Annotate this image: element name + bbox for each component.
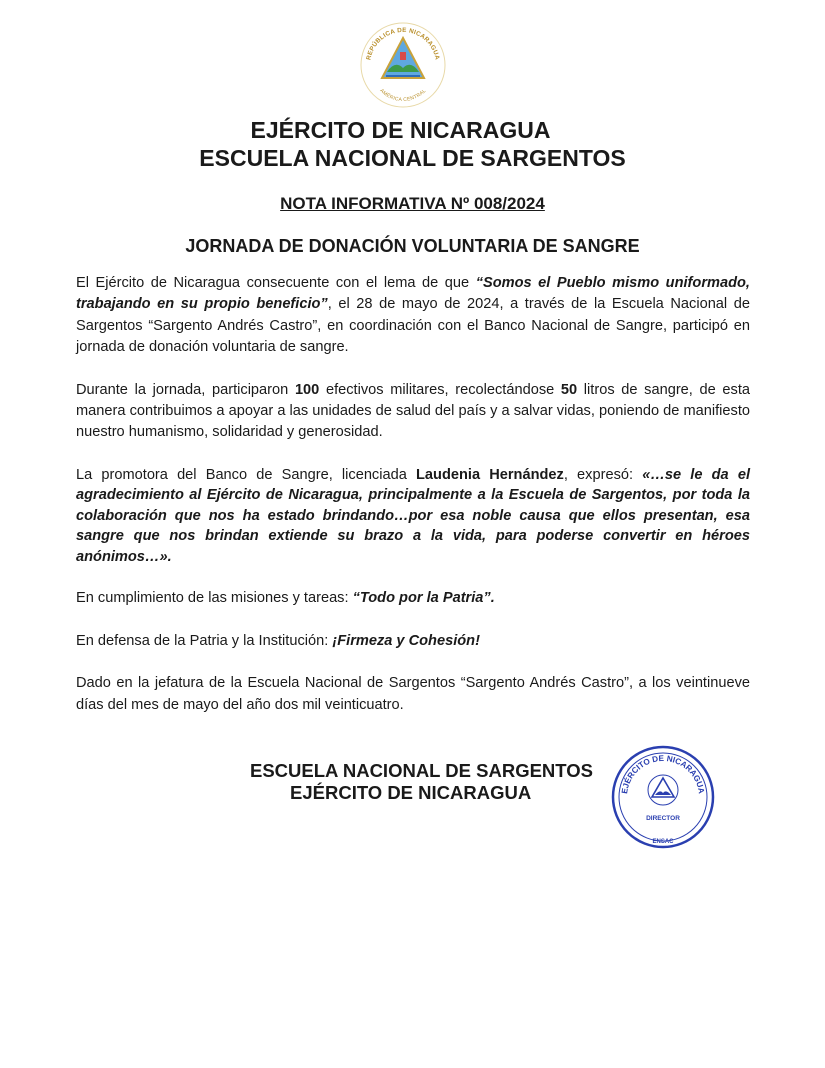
signature-line-army: EJÉRCITO DE NICARAGUA	[290, 782, 532, 803]
header-line-army: EJÉRCITO DE NICARAGUA	[250, 117, 551, 143]
header-line-school: ESCUELA NACIONAL DE SARGENTOS	[199, 145, 626, 171]
p2-participants-count: 100	[294, 381, 320, 398]
stamp-role: DIRECTOR	[646, 815, 680, 822]
paragraph-5	[76, 631, 750, 652]
document-header	[0, 116, 825, 172]
note-title-text: NOTA INFORMATIVA Nº 008/2024	[280, 194, 545, 213]
svg-text:EJÉRCITO DE NICARAGUA	[620, 754, 706, 795]
emblem-top-text: REPÚBLICA DE NICARAGUA	[365, 26, 441, 61]
paragraph-1	[76, 273, 750, 359]
stamp-ring-text: EJÉRCITO DE NICARAGUA	[620, 753, 706, 795]
document-body	[76, 273, 750, 737]
paragraph-6: Dado en la jefatura de la Escuela Nacional de Sargentos “Sargento Andrés Castro”, a los veintinueve días del mes de mayo del año dos mil veinticuatro.	[76, 675, 750, 713]
emblem-bottom-text: AMÉRICA CENTRAL	[378, 87, 428, 104]
p2-text-e: litros de sangre, de esta manera contribuimos a apoyar a las unidades de salud del país y a salvar vidas, poniendo de manifiesto nuestro humanismo, solidaridad y generosidad.	[76, 381, 750, 441]
p5-motto: ¡Firmeza y Cohesión!	[332, 632, 480, 649]
paragraph-2	[76, 380, 750, 444]
p1-motto: “Somos el Pueblo mismo uniformado, trabajando en su propio beneficio”	[76, 275, 750, 313]
p2-text-c: efectivos militares, recolectándose	[319, 381, 561, 398]
p3-text-a: La promotora del Banco de Sangre, licenciada	[76, 466, 416, 483]
p4-motto: “Todo por la Patria”.	[352, 590, 495, 607]
signature-block	[250, 760, 593, 804]
note-title	[0, 194, 825, 214]
p2-text-a: Durante la jornada, participaron	[76, 381, 295, 398]
p5-text-a: En defensa de la Patria y la Institución:	[76, 632, 333, 649]
p1-text-a: El Ejército de Nicaragua consecuente con el lema de que	[76, 275, 476, 291]
p2-liters-count: 50	[560, 381, 578, 398]
p3-text-c: , expresó:	[563, 466, 643, 483]
p4-text-a: En cumplimiento de las misiones y tareas:	[76, 590, 353, 607]
coat-of-arms-emblem	[358, 20, 448, 110]
official-stamp	[610, 744, 716, 850]
stamp-unit: ENSAC	[652, 839, 674, 845]
p1-text-c: , el 28 de mayo de 2024, a través de la Escuela Nacional de Sargentos “Sargento Andrés Castro”, en coordinación con el Banco Nacional de Sangre, participó en jornada de donación voluntaria de sangre.	[76, 296, 750, 356]
p3-quote: «…se le da el agradecimiento al Ejército de Nicaragua, principalmente a la Escuela de Sargentos, por toda la colaboración que nos ha estado brindando…por esa noble causa que ellos presentan, esa sangre que nos brindan extiende su brazo a la vida, para poderse convertir en héroes anónimos…».	[76, 466, 751, 565]
signature-line-school: ESCUELA NACIONAL DE SARGENTOS	[250, 760, 593, 781]
subject-title: JORNADA DE DONACIÓN VOLUNTARIA DE SANGRE	[185, 236, 640, 256]
p3-speaker-name: Laudenia Hernández	[416, 466, 564, 483]
paragraph-3	[76, 465, 750, 568]
svg-text:AMÉRICA CENTRAL	[379, 88, 428, 103]
paragraph-4	[76, 588, 750, 609]
